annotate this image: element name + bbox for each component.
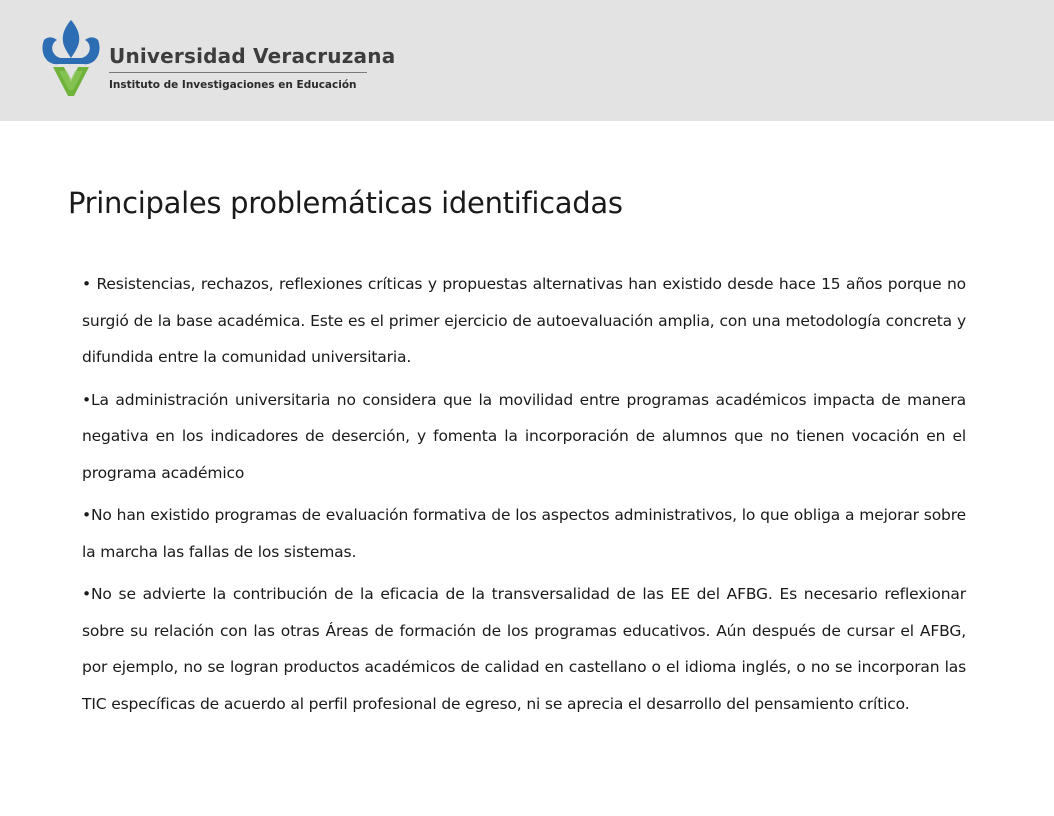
header-divider	[109, 72, 367, 73]
bullet-list	[82, 266, 966, 728]
header-band	[0, 0, 1054, 121]
bullet-item: •La administración universitaria no considera que la movilidad entre programas académicos impacta de manera negativa en los indicadores de deserción, y fomenta la incorporación de alumnos que no tienen vocación en el programa académico	[82, 390, 966, 482]
institute-name: Instituto de Investigaciones en Educación	[109, 79, 357, 91]
bullet-item: •No se advierte la contribución de la eficacia de la transversalidad de las EE del AFBG. Es necesario reflexionar sobre su relación con las otras Áreas de formación de los programas educativos. Aún después de cursar el AFBG, por ejemplo, no se logran productos académicos de calidad en castellano o el idioma inglés, o no se incorporan las TIC específicas de acuerdo al perfil profesional de egreso, ni se aprecia el desarrollo del pensamiento crítico.	[82, 585, 966, 713]
uv-fleur-de-lis-logo-icon	[40, 18, 102, 98]
bullet-item: • Resistencias, rechazos, reflexiones críticas y propuestas alternativas han existido desde hace 15 años porque no surgió de la base académica. Este es el primer ejercicio de autoevaluación amplia, con una metodología concreta y difundida entre la comunidad universitaria.	[82, 275, 966, 366]
bullet-item: •No han existido programas de evaluación formativa de los aspectos administrativos, lo que obliga a mejorar sobre la marcha las fallas de los sistemas.	[82, 506, 966, 561]
university-name: Universidad Veracruzana	[109, 44, 396, 68]
page-title: Principales problemáticas identificadas	[68, 186, 623, 220]
